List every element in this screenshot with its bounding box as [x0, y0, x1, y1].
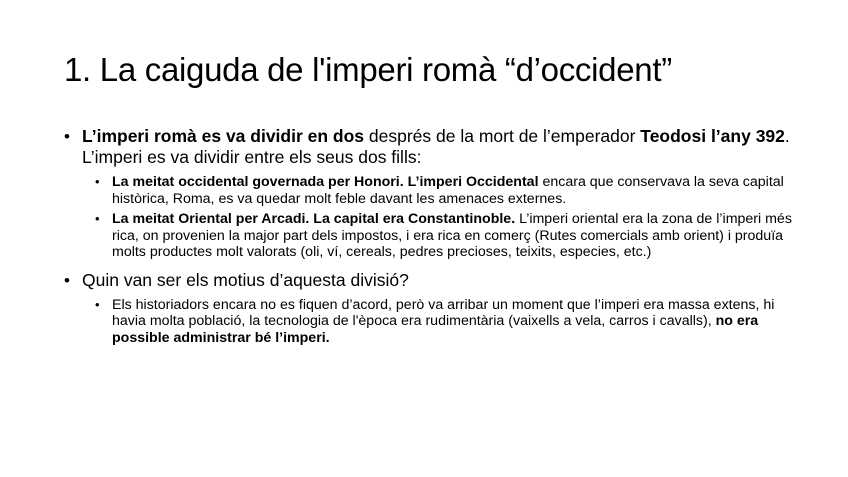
point-bold-text: Teodosi l’any 392 [640, 126, 785, 146]
bullet-point-division [64, 126, 804, 168]
point-text: Quin van ser els motius d’aquesta divisió? [82, 269, 409, 290]
bullet-point-question [64, 270, 804, 291]
subpoint-text: encara que conservava la seva capital històrica, Roma, es va quedar molt feble davant les amenaces externes. [112, 174, 784, 207]
slide-content [64, 126, 804, 346]
point-text: . L’imperi es va dividir entre els seus dos fills: [82, 126, 790, 167]
subpoint-bold-text: no era possible administrar bé l’imperi. [112, 313, 759, 346]
subpoint-western-empire [95, 174, 804, 207]
subpoint-reasons [95, 297, 804, 347]
point-bold-text: L’imperi romà es va dividir en dos [82, 126, 365, 146]
bullet-icon: • [64, 127, 70, 146]
subpoint-text: Els historiadors encara no es fiquen d’acord, però va arribar un moment que l’imperi era massa extens, hi havia molta població, la tecnologia de l'època era rudimentària (vaixells a vela, carros i cavalls), [112, 296, 775, 329]
subpoint-bold-text: La meitat Oriental per Arcadi. La capital era Constantinoble. [112, 211, 516, 227]
bullet-icon: • [95, 296, 100, 312]
subpoint-text: L’imperi oriental era la zona de l’imperi més rica, on provenien la major part dels impostos, i era rica en comerç (Rutes comercials amb orient) i produïa molts productes molt valorats (oli, ví, cereals, pedres precioses, teixits, especies, etc.) [112, 211, 792, 260]
point-text: després de la mort de l’emperador [364, 126, 641, 146]
bullet-icon: • [95, 174, 100, 189]
bullet-icon: • [64, 270, 70, 290]
bullet-icon: • [95, 211, 100, 226]
slide-title: 1. La caiguda de l'imperi romà “d’occident” [64, 51, 672, 88]
subpoint-eastern-empire [95, 211, 804, 261]
subpoint-bold-text: La meitat occidental governada per Honori. L’imperi Occidental [112, 174, 539, 190]
